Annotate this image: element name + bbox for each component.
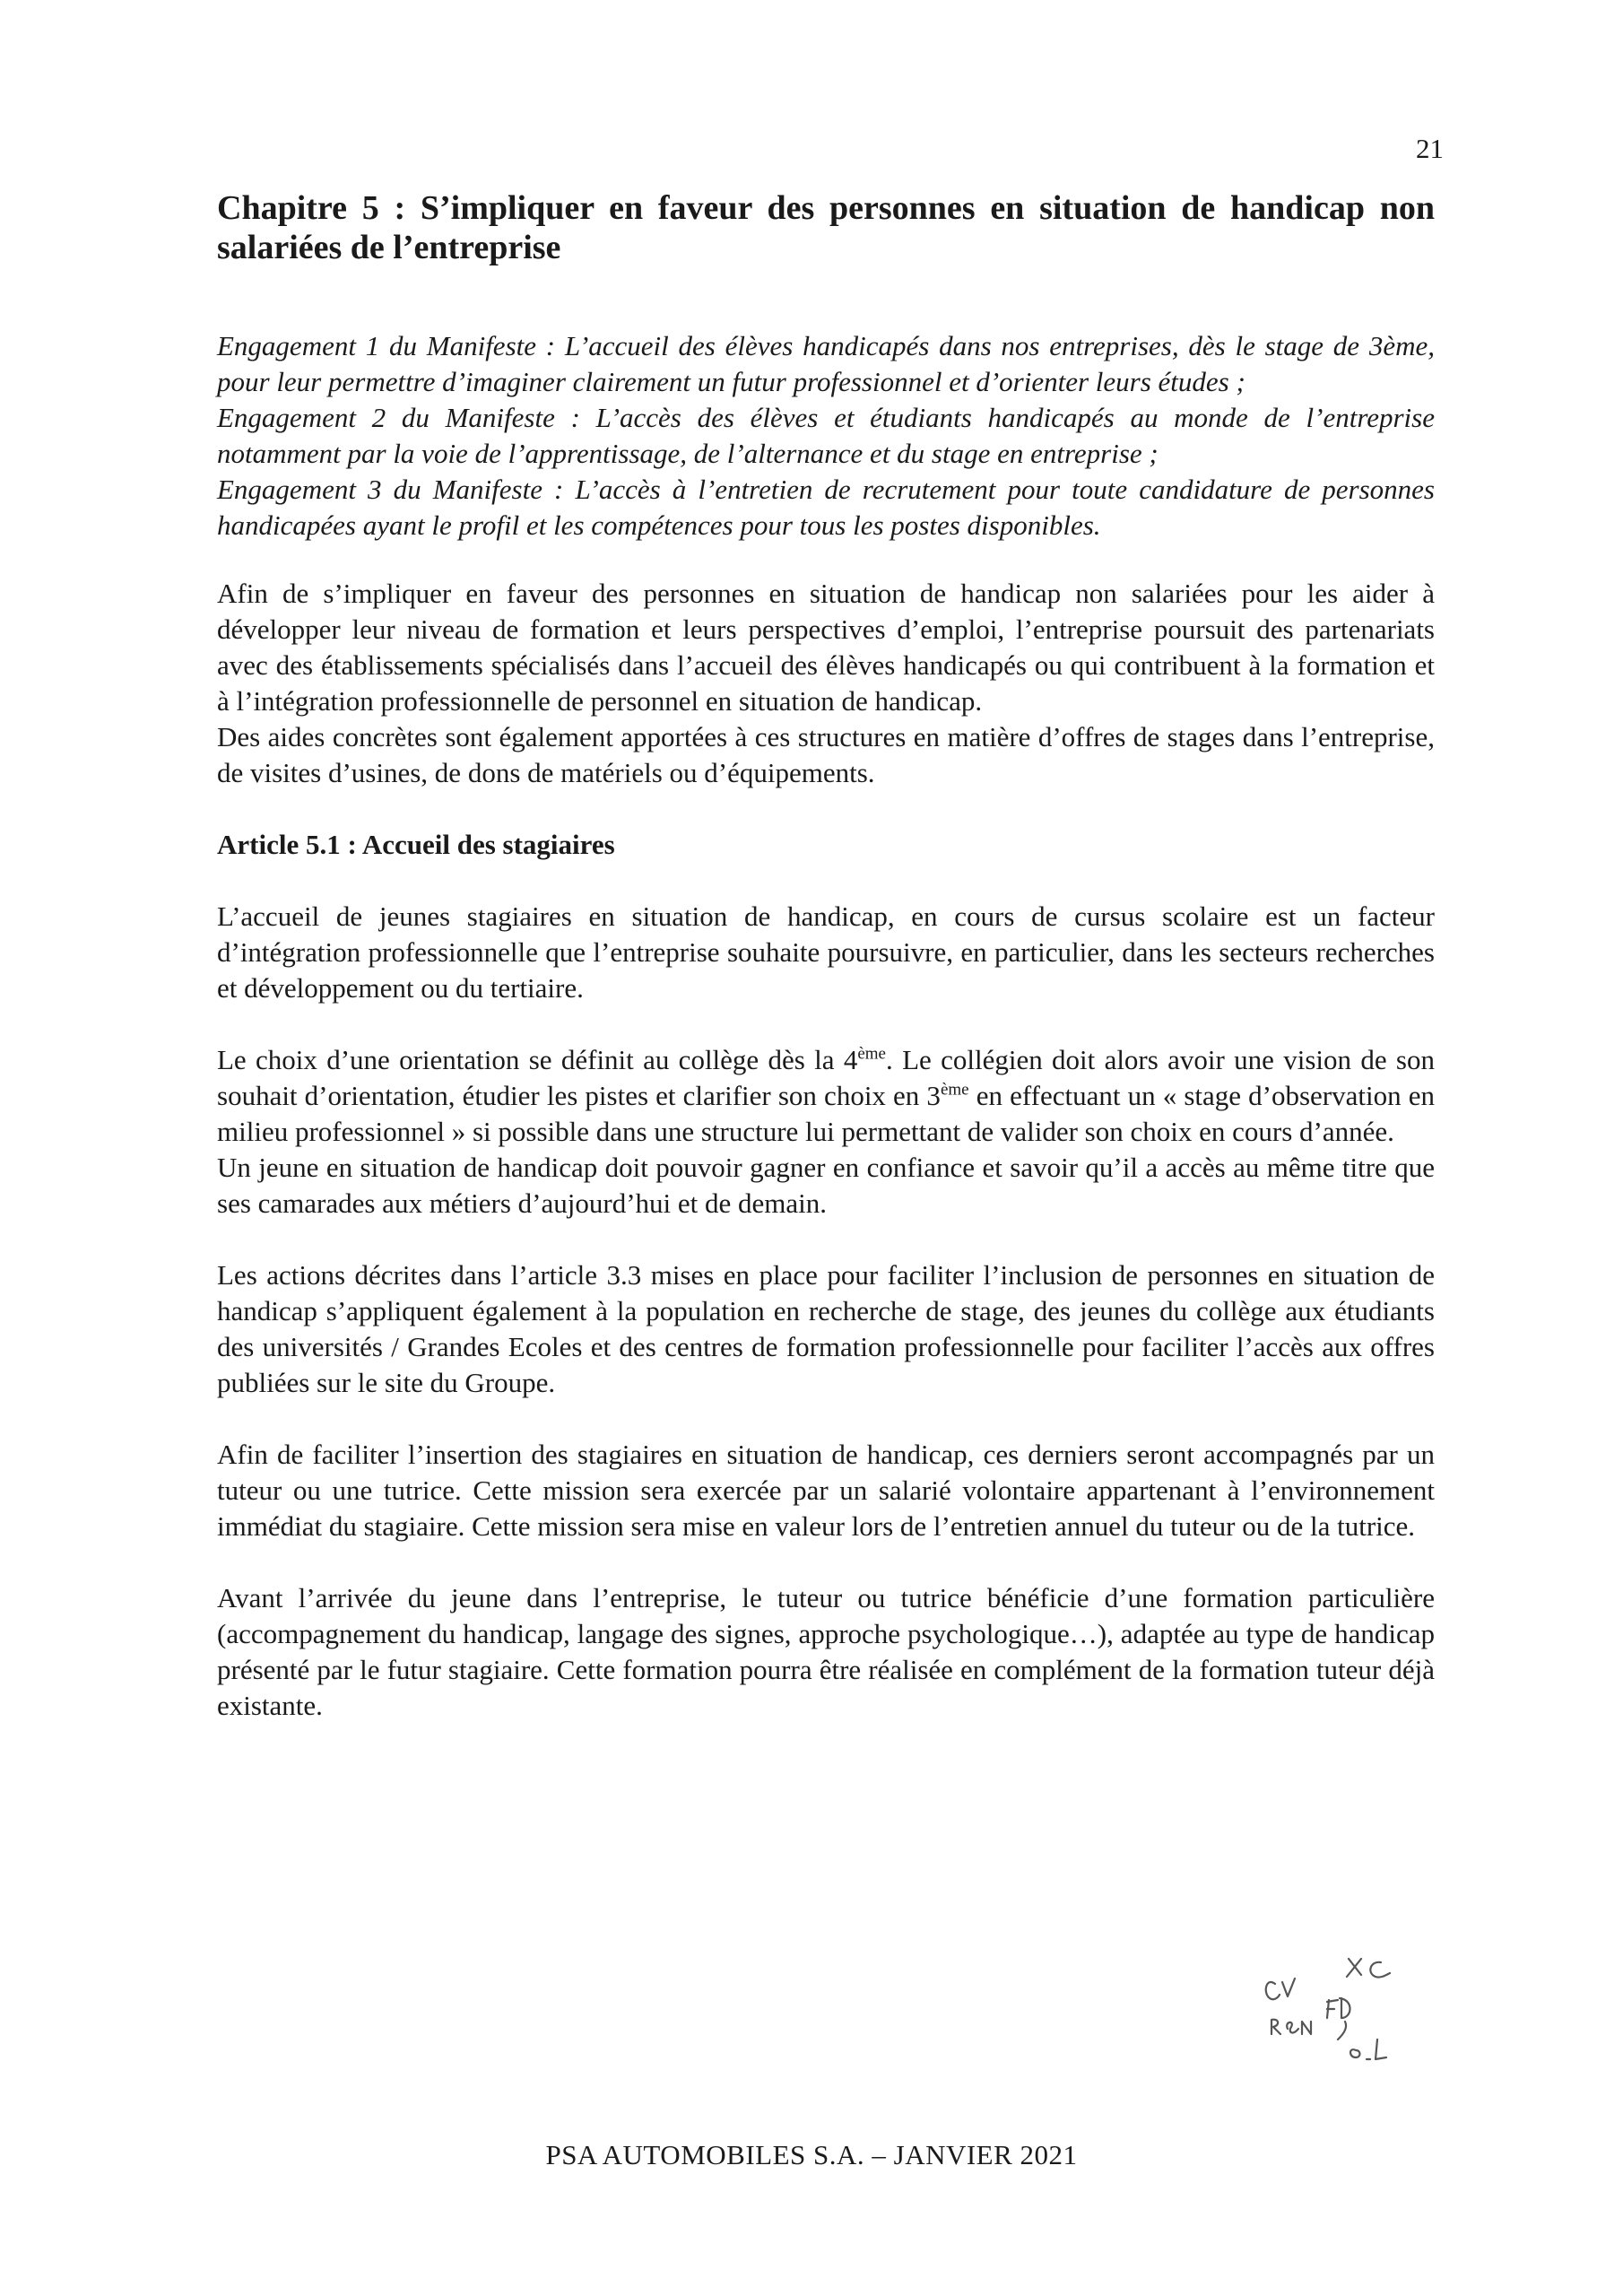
engagements-list [217, 328, 1435, 544]
initial-fd [1327, 1998, 1350, 2018]
orientation-sup-2: ème [940, 1080, 969, 1100]
initial-ol [1350, 2039, 1386, 2059]
orientation-text-2: . Le collégien doit alors avoir une vision de son souhait d’orientation, étudier les pistes et clarifier son choix en 3 [217, 1044, 1435, 1111]
orientation-text-3: en effectuant un « stage d’observation en milieu professionnel » si possible dans une structure lui permettant de valider son choix en cours d’année. [217, 1080, 1435, 1147]
article-paragraph-tutor: Afin de faciliter l’insertion des stagiaires en situation de handicap, ces derniers seront accompagnés par un tuteur ou une tutrice. Cette mission sera exercée par un salarié volontaire appartenant à l’environnement immédiat du stagiaire. Cette mission sera mise en valeur lors de l’entretien annuel du tuteur ou de la tutrice. [217, 1439, 1435, 1542]
initial-xc [1347, 1959, 1390, 1978]
page-number: 21 [1416, 133, 1444, 164]
handwritten-initials [1255, 1946, 1417, 2072]
engagement-3: Engagement 3 du Manifeste : L’accès à l’entretien de recrutement pour toute candidature de personnes handicapées ayant le profil et les compétences pour tous les postes disponibles. [217, 474, 1435, 541]
article-paragraph-actions: Les actions décrites dans l’article 3.3 mises en place pour faciliter l’inclusion de personnes en situation de handicap s’appliquent également à la population en recherche de stage, des jeunes du collège aux étudiants des universités / Grandes Ecoles et des centres de formation professionnelle pour faciliter l’accès aux offres publiées sur le site du Groupe. [217, 1259, 1435, 1398]
article-paragraph-training: Avant l’arrivée du jeune dans l’entreprise, le tuteur ou tutrice bénéficie d’une formation particulière (accompagnement du handicap, langage des signes, approche psychologique…), adaptée au type de handicap présenté par le futur stagiaire. Cette formation pourra être réalisée en complément de la formation tuteur déjà existante. [217, 1582, 1435, 1721]
article-paragraph-welcome: L’accueil de jeunes stagiaires en situation de handicap, en cours de cursus scolaire est un facteur d’intégration professionnelle que l’entreprise souhaite poursuivre, en particulier, dans les secteurs recherches et développement ou du tertiaire. [217, 900, 1435, 1004]
orientation-sup-1: ème [857, 1044, 886, 1064]
intro-paragraph-1: Afin de s’impliquer en faveur des personnes en situation de handicap non salariées pour les aider à développer leur niveau de formation et leurs perspectives d’emploi, l’entreprise poursuit des partenariats avec des établissements spécialisés dans l’accueil des élèves handicapés ou qui contribuent à la formation et à l’intégration professionnelle de personnel en situation de handicap. [217, 578, 1435, 717]
document-footer: PSA AUTOMOBILES S.A. – JANVIER 2021 [545, 2139, 1078, 2170]
engagement-2: Engagement 2 du Manifeste : L’accès des élèves et étudiants handicapés au monde de l’entreprise notamment par la voie de l’apprentissage, de l’alternance et du stage en entreprise ; [217, 402, 1435, 469]
orientation-text-1: Le choix d’une orientation se définit au collège dès la 4 [217, 1044, 858, 1075]
document-body [217, 188, 1435, 1724]
article-paragraph-confidence: Un jeune en situation de handicap doit pouvoir gagner en confiance et savoir qu’il a accès au même titre que ses camarades aux métiers d’aujourd’hui et de demain. [217, 1152, 1435, 1219]
intro-paragraph-2: Des aides concrètes sont également apportées à ces structures en matière d’offres de stages dans l’entreprise, de visites d’usines, de dons de matériels ou d’équipements. [217, 721, 1435, 788]
chapter-title: Chapitre 5 : S’impliquer en faveur des personnes en situation de handicap non salariées de l’entreprise [217, 189, 1435, 266]
initial-cv [1266, 1979, 1295, 1999]
initial-rn [1271, 2020, 1311, 2034]
article-title: Article 5.1 : Accueil des stagiaires [217, 829, 615, 860]
engagement-1: Engagement 1 du Manifeste : L’accueil des élèves handicapés dans nos entreprises, dès le stage de 3ème, pour leur permettre d’imaginer clairement un futur professionnel et d’orienter leurs études ; [217, 330, 1435, 397]
article-paragraph-orientation [217, 1042, 1435, 1150]
